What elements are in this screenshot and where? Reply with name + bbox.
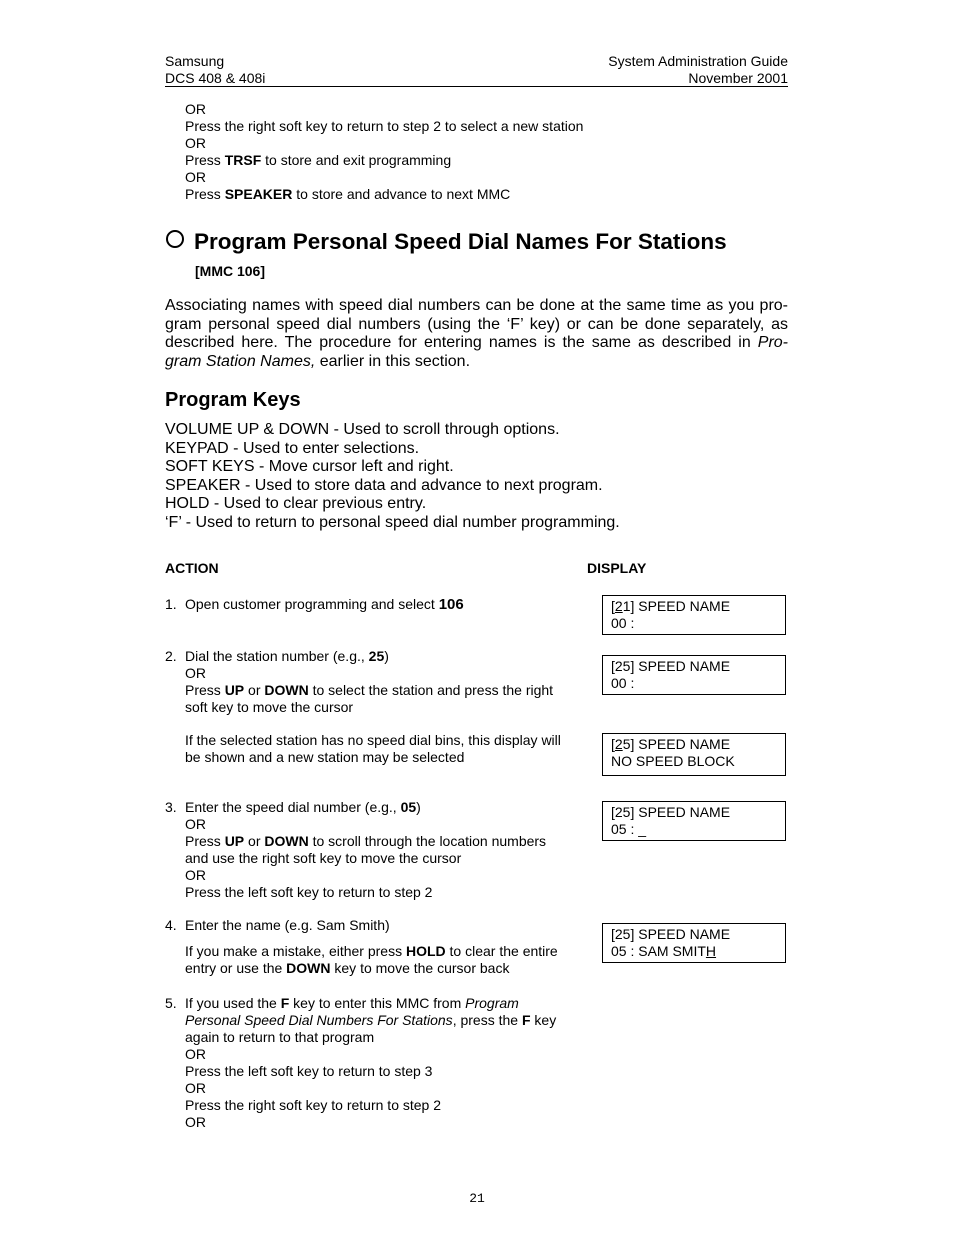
step-number: 2. xyxy=(165,648,177,664)
step-number: 4. xyxy=(165,917,177,933)
mmc-code: [MMC 106] xyxy=(195,263,266,279)
cursor-char: 2 xyxy=(614,736,623,752)
lcd-display-step2: [25] SPEED NAME 00 : xyxy=(602,655,786,695)
program-keys-list xyxy=(165,421,620,533)
step-4-text: Enter the name (e.g. Sam Smith) xyxy=(185,917,390,933)
or-text: OR xyxy=(185,665,206,681)
cursor-char: _ xyxy=(638,820,647,837)
header-right xyxy=(608,53,788,87)
step-4-note: If you make a mistake, either press HOLD to clear the entire entry or use the DOWN key to move the cursor back xyxy=(185,943,558,976)
or-text: OR xyxy=(185,1114,206,1130)
program-key-item: SPEAKER - Used to store data and advance to next program. xyxy=(165,476,603,494)
instruction-line: Press SPEAKER to store and advance to next MMC xyxy=(185,186,511,202)
or-text: OR xyxy=(185,135,206,151)
step-number: 3. xyxy=(165,799,177,815)
header-left xyxy=(165,53,265,87)
key-trsf: TRSF xyxy=(224,152,262,168)
step-2-note: If the selected station has no speed dial bins, this display will be shown and a new station may be selected xyxy=(185,732,561,765)
step-3-text: Enter the speed dial number (e.g., 05) OR Press UP or DOWN to scroll through the location numbers and use the right soft key to move the cursor OR Press the left soft key to return to step 2 xyxy=(185,799,547,900)
program-key-item: KEYPAD - Used to enter selections. xyxy=(165,439,420,457)
lcd-display-step4: [25] SPEED NAME 05 : SAM SMITH xyxy=(602,923,786,963)
lcd-display-no-speed-block: [25] SPEED NAME NO SPEED BLOCK xyxy=(602,733,786,776)
circle-bullet-icon xyxy=(166,230,184,248)
display-column-header: DISPLAY xyxy=(587,560,647,576)
header-company: Samsung xyxy=(165,53,225,69)
or-text: OR xyxy=(185,867,206,883)
header-divider xyxy=(165,86,788,87)
or-text: OR xyxy=(185,1046,206,1062)
intro-paragraph: Associating names with speed dial numbers can be done at the same time as you pro-gram personal speed dial numbers (using the ‘F’ key) or can be done separately, as described here. The procedure for entering names is the same as described in Pro-gram Station Names, earlier in this section. xyxy=(165,297,788,370)
step-number: 5. xyxy=(165,995,177,1011)
cursor-char: 2 xyxy=(614,598,623,614)
step-number: 1. xyxy=(165,596,177,612)
or-text: OR xyxy=(185,169,206,185)
or-text: OR xyxy=(185,1080,206,1096)
header-product: DCS 408 & 408i xyxy=(165,70,266,86)
program-key-item: HOLD - Used to clear previous entry. xyxy=(165,495,427,513)
or-text: OR xyxy=(185,101,206,117)
step-1-text: Open customer programming and select 106 xyxy=(185,596,464,613)
program-keys-heading: Program Keys xyxy=(165,389,301,411)
page-number: 21 xyxy=(469,1191,485,1206)
action-column-header: ACTION xyxy=(165,560,219,576)
program-key-item: VOLUME UP & DOWN - Used to scroll through options. xyxy=(165,421,560,438)
cursor-char: H xyxy=(705,942,717,959)
instruction-line: Press TRSF to store and exit programming xyxy=(185,152,452,168)
program-key-item: ‘F’ - Used to return to personal speed dial number programming. xyxy=(165,513,620,531)
mmc-number: 106 xyxy=(438,596,464,613)
header-date: November 2001 xyxy=(688,70,788,86)
header-guide-title: System Administration Guide xyxy=(608,53,788,69)
step-2-text: Dial the station number (e.g., 25) OR Press UP or DOWN to select the station and press the right soft key to move the cursor xyxy=(185,648,554,715)
previous-steps-continuation xyxy=(185,101,583,203)
cross-reference: Pro-gram Station Names, xyxy=(165,334,788,370)
step-5-text: If you used the F key to enter this MMC from Program Personal Speed Dial Numbers For Stations, press the F key again to return to that program OR Press the left soft key to return to step 3 OR Press the right soft key to return to step 2 OR xyxy=(185,995,557,1130)
section-title: Program Personal Speed Dial Names For Stations xyxy=(166,229,727,255)
or-text: OR xyxy=(185,816,206,832)
lcd-display-step3: [25] SPEED NAME 05 : _ xyxy=(602,801,786,841)
key-speaker: SPEAKER xyxy=(224,186,293,202)
instruction-line: Press the right soft key to return to step 2 to select a new station xyxy=(185,118,584,134)
lcd-display-step1: [21] SPEED NAME 00 : xyxy=(602,595,786,635)
program-key-item: SOFT KEYS - Move cursor left and right. xyxy=(165,458,454,476)
